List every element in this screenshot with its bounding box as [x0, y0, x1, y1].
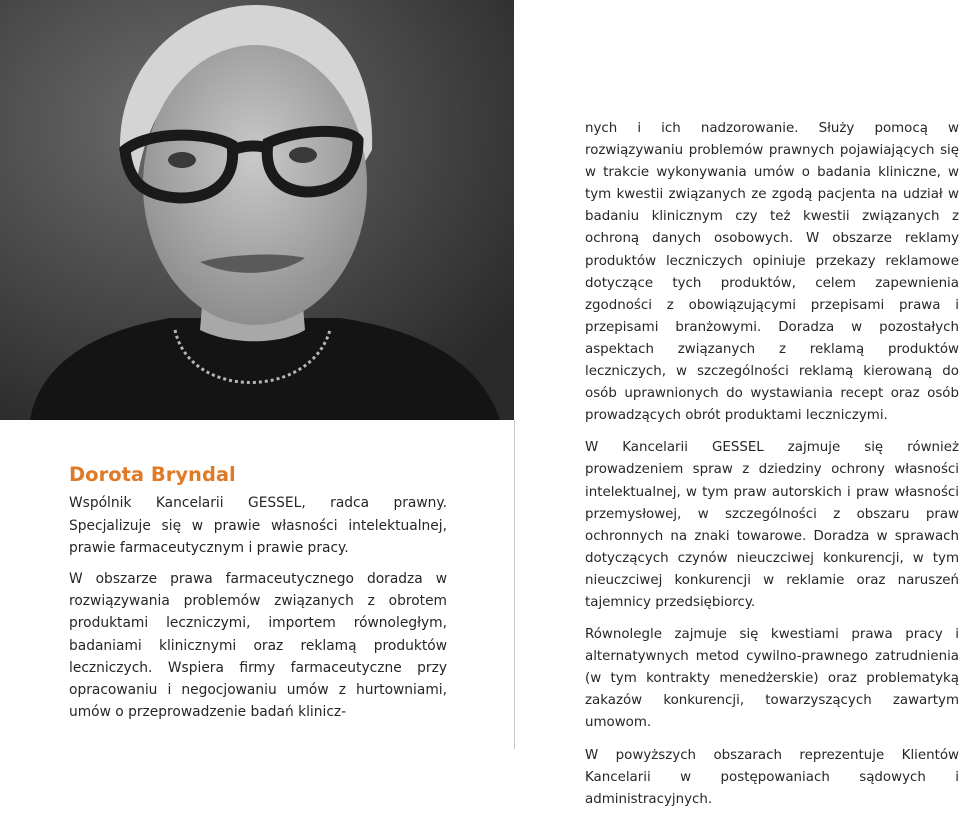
representation-paragraph: W powyższych obszarach reprezentuje Klientów Kancelarii w postępowaniach sądowych i administracyjnych. — [585, 747, 959, 807]
left-column — [69, 463, 447, 732]
right-column — [585, 118, 959, 821]
intro-paragraph: Wspólnik Kancelarii GESSEL, radca prawny. Specjalizuje się w prawie własności intelektualnej, prawie farmaceutycznym i prawie pracy. — [69, 495, 447, 556]
right-eye — [289, 147, 317, 163]
ip-paragraph: W Kancelarii GESSEL zajmuje się również prowadzeniem spraw z dziedziny ochrony własności intelektualnej, w tym praw autorskich i praw własności przemysłowej, w szczególności z obszaru praw ochronnych na znaki towarowe. Doradza w sprawach dotyczących czynów nieuczciwej konkurencji, w tym nieuczciwej konkurencji w reklamie oraz naruszeń tajemnicy przedsiębiorcy. — [585, 440, 959, 610]
portrait-photo — [0, 0, 514, 420]
portrait-illustration — [0, 0, 514, 420]
labor-paragraph: Równolegle zajmuje się kwestiami prawa pracy i alternatywnych metod cywilno-prawnego zatrudnienia (w tym kontrakty menedżerskie) oraz problematyką zakazów konkurencji, towarzyszących zawartym umowom. — [585, 627, 959, 731]
person-name: Dorota Bryndal — [69, 463, 236, 486]
column-divider — [514, 420, 515, 749]
continuation-paragraph: nych i ich nadzorowanie. Służy pomocą w rozwiązywaniu problemów prawnych pojawiających się w trakcie wykonywania umów o badania kliniczne, w tym kwestii związanych ze zgodą pacjenta na udział w badaniu klinicznym czy też kwestii związanych z ochroną danych osobowych. W obszarze reklamy produktów leczniczych opiniuje przekazy reklamowe dotyczące tych produktów, celem zapewnienia zgodności z obowiązującymi przepisami prawa i przepisami branżowymi. Doradza w pozostałych aspektach związanych z reklamą produktów leczniczych, w szczególności reklamą kierowaną do osób uprawnionych do wystawiania recept oraz osób prowadzących obrót produktami leczniczymi. — [585, 121, 959, 424]
left-eye — [168, 152, 196, 168]
pharma-paragraph: W obszarze prawa farmaceutycznego doradza w rozwiązywania problemów związanych z obrotem produktami leczniczymi, importem równoległym, badaniami klinicznymi oraz reklamą produktów leczniczych. Wspiera firmy farmaceutyczne przy opracowaniu i negocjowaniu umów z hurtowniami, umów o przeprowadzenie badań klinicz- — [69, 571, 447, 721]
